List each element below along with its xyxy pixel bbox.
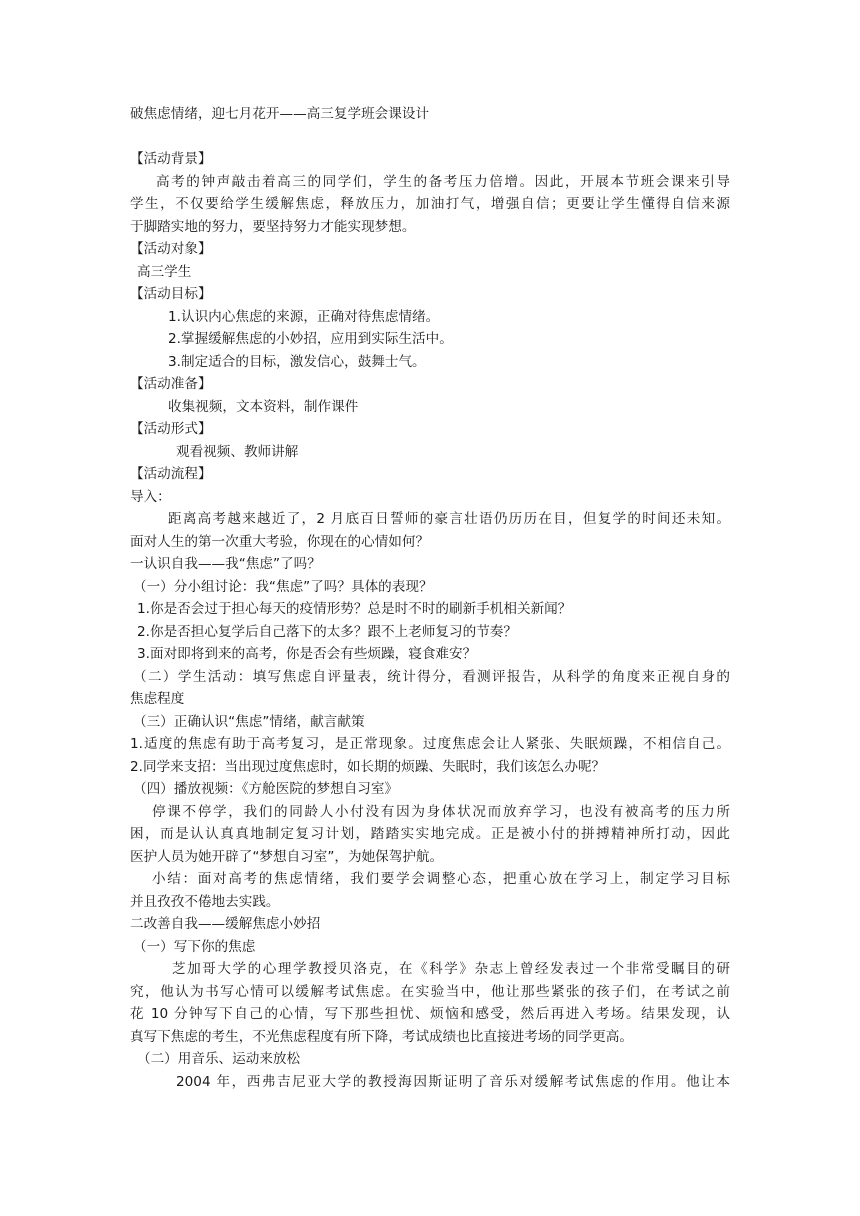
section-heading-background: 【活动背景】 — [130, 151, 212, 167]
paragraph-line: 观看视频、教师讲解 — [176, 444, 299, 460]
section-heading-preparation: 【活动准备】 — [130, 376, 212, 392]
paragraph-line: 高三学生 — [137, 264, 192, 280]
list-item: 3.面对即将到来的高考，你是否会有些烦躁，寝食难安？ — [137, 646, 477, 662]
section-heading-target: 【活动对象】 — [130, 241, 212, 257]
part-heading: 一认识自我——我“焦虑”了吗？ — [130, 556, 321, 572]
subsection-heading: （三）正确认识“焦虑”情绪，献言献策 — [133, 714, 365, 730]
document-title: 破焦虑情绪，迎七月花开——高三复学班会课设计 — [130, 106, 430, 122]
paragraph-line: 高考的钟声敲击着高三的同学们，学生的备考压力倍增。因此，开展本节班会课来引导 — [156, 174, 730, 190]
section-heading-format: 【活动形式】 — [130, 421, 212, 437]
paragraph-line: 小结：面对高考的焦虑情绪，我们要学会调整心态，把重心放在学习上，制定学习目标 — [152, 871, 730, 887]
paragraph-line: 2.同学来支招：当出现过度焦虑时，如长期的烦躁、失眠时，我们该怎么办呢？ — [130, 759, 606, 775]
paragraph-line: 停课不停学，我们的同龄人小付没有因为身体状况而放弃学习，也没有被高考的压力所 — [152, 804, 730, 820]
paragraph-line: 距离高考越来越近了，2 月底百日誓师的豪言壮语仍历历在目，但复学的时间还未知。 — [168, 511, 730, 527]
paragraph-line: 并且孜孜不倦地去实践。 — [130, 894, 280, 910]
list-item: 1.认识内心焦虑的来源，正确对待焦虑情绪。 — [168, 309, 440, 325]
paragraph-line: 真写下焦虑的考生，不光焦虑程度有所下降，考试成绩也比直接进考场的同学更高。 — [130, 1029, 633, 1045]
section-heading-goals: 【活动目标】 — [130, 286, 212, 302]
subsection-heading: （一）分小组讨论：我“焦虑”了吗？具体的表现？ — [133, 579, 433, 595]
paragraph-line: 收集视频，文本资料，制作课件 — [168, 399, 359, 415]
list-item: 2.你是否担心复学后自己落下的太多？跟不上老师复习的节奏？ — [137, 624, 517, 640]
subsection-heading: （一）写下你的焦虑 — [133, 939, 256, 955]
paragraph-line: 医护人员为她开辟了“梦想自习室”，为她保驾护航。 — [130, 849, 444, 865]
paragraph-line: 学生，不仅要给学生缓解焦虑，释放压力，加油打气，增强自信；更要让学生懂得自信来源 — [130, 196, 730, 212]
subsection-heading: （二）用音乐、运动来放松 — [137, 1051, 301, 1067]
list-item: 2.掌握缓解焦虑的小妙招，应用到实际生活中。 — [168, 331, 453, 347]
paragraph-line: 导入： — [130, 489, 171, 505]
paragraph-line: 1.适度的焦虑有助于高考复习，是正常现象。过度焦虑会让人紧张、失眠烦躁，不相信自己。 — [130, 736, 730, 752]
part-heading: 二改善自我——缓解焦虑小妙招 — [130, 916, 321, 932]
paragraph-line: 究，他认为书写心情可以缓解考试焦虑。在实验当中，他让那些紧张的孩子们，在考试之前 — [130, 984, 730, 1000]
paragraph-line: 于脚踏实地的努力，要坚持努力才能实现梦想。 — [130, 219, 416, 235]
list-item: 1.你是否会过于担心每天的疫情形势？总是时不时的刷新手机相关新闻？ — [137, 601, 572, 617]
paragraph-line: 花 10 分钟写下自己的心情，写下那些担忧、烦恼和感受，然后再进入考场。结果发现，认 — [130, 1006, 730, 1022]
paragraph-line: 芝加哥大学的心理学教授贝洛克，在《科学》杂志上曾经发表过一个非常受瞩目的研 — [172, 961, 730, 977]
subsection-heading: （二）学生活动：填写焦虑自评量表，统计得分，看测评报告，从科学的角度来正视自身的 — [133, 669, 730, 685]
paragraph-line: 焦虑程度 — [130, 691, 185, 707]
paragraph-line: 困，而是认认真真地制定复习计划，踏踏实实地完成。正是被小付的拼搏精神所打动，因此 — [130, 826, 730, 842]
subsection-heading: （四）播放视频：《方舱医院的梦想自习室》 — [133, 781, 399, 797]
paragraph-line: 面对人生的第一次重大考验，你现在的心情如何？ — [130, 534, 430, 550]
section-heading-process: 【活动流程】 — [130, 466, 212, 482]
list-item: 3.制定适合的目标，激发信心，鼓舞士气。 — [168, 354, 426, 370]
paragraph-line: 2004 年，西弗吉尼亚大学的教授海因斯证明了音乐对缓解考试焦虑的作用。他让本 — [176, 1074, 730, 1090]
